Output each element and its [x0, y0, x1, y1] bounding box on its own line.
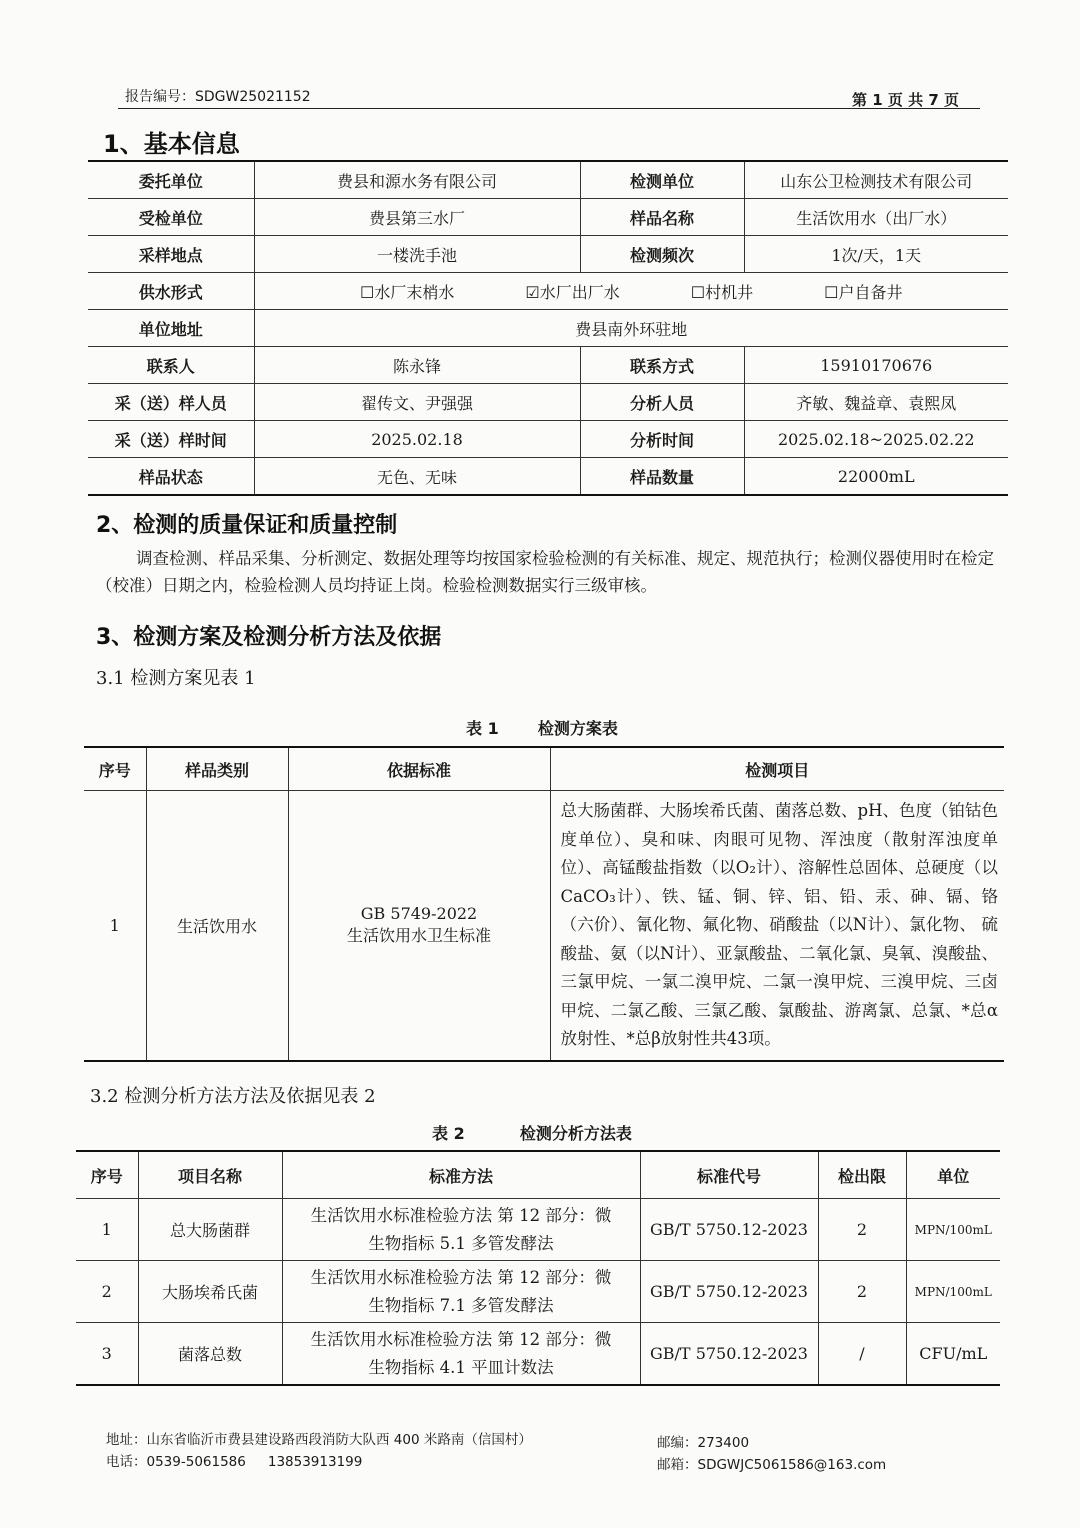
- value-cell: 费县第三水厂: [254, 199, 580, 236]
- value-cell: 1次/天，1天: [744, 236, 1008, 273]
- header-cell: 依据标准: [288, 747, 550, 791]
- label-cell: 联系人: [88, 347, 254, 384]
- unit: MPN/100mL: [906, 1261, 1000, 1323]
- table-row: [88, 458, 1008, 496]
- header-cell: 标准方法: [282, 1151, 640, 1199]
- table-row: [88, 161, 1008, 199]
- header-cell: 检测项目: [550, 747, 1004, 791]
- header-cell: 检出限: [818, 1151, 906, 1199]
- sample-type: 生活饮用水: [146, 791, 288, 1061]
- header-divider: [118, 108, 980, 109]
- table-header-row: [84, 747, 1004, 791]
- method-line: 生物指标 7.1 多管发酵法: [368, 1295, 554, 1315]
- value-cell: 2025.02.18~2025.02.22: [744, 421, 1008, 458]
- address-label: 单位地址: [88, 310, 254, 347]
- table-row: [88, 199, 1008, 236]
- page-indicator: 第 1 页 共 7 页: [852, 91, 959, 109]
- supply-label: 供水形式: [88, 273, 254, 310]
- method-line: 生活饮用水标准检验方法 第 12 部分：微: [310, 1205, 612, 1225]
- subsection-3-2: 3.2 检测分析方法方法及依据见表 2: [90, 1086, 376, 1107]
- label-cell: 检测单位: [580, 161, 744, 199]
- value-cell: 齐敏、魏益章、袁熙凤: [744, 384, 1008, 421]
- standard-name: 生活饮用水卫生标准: [346, 926, 491, 946]
- table-header-row: [76, 1151, 1000, 1199]
- value-cell: 费县和源水务有限公司: [254, 161, 580, 199]
- label-cell: 分析时间: [580, 421, 744, 458]
- table-1-caption: [466, 716, 618, 739]
- footer-email: 邮箱：SDGWJC5061586@163.com: [657, 1457, 887, 1473]
- footer-address: 地址：山东省临沂市费县建设路西段消防大队西 400 米路南（信国村）: [106, 1432, 532, 1448]
- footer-mobile: 13853913199: [267, 1454, 363, 1470]
- method-line: 生活饮用水标准检验方法 第 12 部分：微: [310, 1329, 612, 1349]
- value-cell: 一楼洗手池: [254, 236, 580, 273]
- table-2-title: 检测分析方法表: [519, 1124, 632, 1143]
- test-items: 总大肠菌群、大肠埃希氏菌、菌落总数、pH、色度（铂钴色度单位）、臭和味、肉眼可见物、浑浊度（散射浑浊度单位）、高锰酸盐指数（以O₂计）、溶解性总固体、总硬度（以CaCO₃计）、铁、锰、铜、锌、铝、铅、汞、砷、镉、铬（六价）、氰化物、氟化物、硝酸盐（以N计）、氯化物、 硫酸盐、氨（以N计）、亚氯酸盐、二氧化氯、臭氧、溴酸盐、三氯甲烷、一氯二溴甲烷、二氯一溴甲烷、三溴甲烷、三卤甲烷、二氯乙酸、三氯乙酸、氯酸盐、游离氯、总氯、*总α放射性、*总β放射性共43项。: [550, 791, 1004, 1061]
- label-cell: 采（送）样人员: [88, 384, 254, 421]
- table-row: [76, 1199, 1000, 1261]
- value-cell: 山东公卫检测技术有限公司: [744, 161, 1008, 199]
- table-2-caption: [432, 1121, 632, 1144]
- table-row: [88, 347, 1008, 384]
- standard-cell: [288, 791, 550, 1061]
- value-cell: 无色、无味: [254, 458, 580, 496]
- table-1-title: 检测方案表: [537, 719, 618, 738]
- item-name: 大肠埃希氏菌: [138, 1261, 282, 1323]
- method-line: 生物指标 4.1 平皿计数法: [368, 1357, 554, 1377]
- label-cell: 样品名称: [580, 199, 744, 236]
- header-cell: 序号: [84, 747, 146, 791]
- table-row: [76, 1323, 1000, 1386]
- standard-code: GB/T 5750.12-2023: [640, 1323, 818, 1386]
- value-cell: 翟传文、尹强强: [254, 384, 580, 421]
- supply-option-household-well: ☐户自备井: [824, 282, 903, 302]
- label-cell: 采样地点: [88, 236, 254, 273]
- test-plan-table: [84, 746, 1004, 1062]
- table-row: [88, 273, 1008, 310]
- table-row: [88, 236, 1008, 273]
- detection-limit: 2: [818, 1261, 906, 1323]
- supply-option-village-well: ☐村机井: [690, 282, 754, 302]
- value-cell: 生活饮用水（出厂水）: [744, 199, 1008, 236]
- row-number: 2: [76, 1261, 138, 1323]
- footer-tel: 电话：0539-5061586: [106, 1454, 246, 1470]
- value-cell: 2025.02.18: [254, 421, 580, 458]
- section-1-title: 1、基本信息: [103, 130, 240, 158]
- label-cell: 样品数量: [580, 458, 744, 496]
- standard-code: GB/T 5750.12-2023: [640, 1261, 818, 1323]
- value-cell: 陈永锋: [254, 347, 580, 384]
- supply-option-terminal: ☐水厂末梢水: [360, 282, 455, 302]
- quality-control-paragraph: 调查检测、样品采集、分析测定、数据处理等均按国家检验检测的有关标准、规定、规范执行；检测仪器使用时在检定（校准）日期之内，检验检测人员均持证上岗。检验检测数据实行三级审核。: [96, 549, 994, 595]
- method-cell: [282, 1323, 640, 1386]
- header-cell: 项目名称: [138, 1151, 282, 1199]
- method-line: 生物指标 5.1 多管发酵法: [368, 1233, 554, 1253]
- item-name: 总大肠菌群: [138, 1199, 282, 1261]
- unit: CFU/mL: [906, 1323, 1000, 1386]
- method-cell: [282, 1199, 640, 1261]
- table-row: [88, 384, 1008, 421]
- method-line: 生活饮用水标准检验方法 第 12 部分：微: [310, 1267, 612, 1287]
- table-row: [88, 421, 1008, 458]
- address-value: 费县南外环驻地: [254, 310, 1008, 347]
- value-cell: 15910170676: [744, 347, 1008, 384]
- table-2-number: 表 2: [432, 1124, 465, 1143]
- label-cell: 分析人员: [580, 384, 744, 421]
- standard-code: GB/T 5750.12-2023: [640, 1199, 818, 1261]
- section-2-title: 2、检测的质量保证和质量控制: [96, 513, 398, 538]
- table-row: [76, 1261, 1000, 1323]
- supply-option-factory: ☑水厂出厂水: [525, 282, 620, 302]
- subsection-3-1: 3.1 检测方案见表 1: [96, 668, 256, 689]
- table-1-number: 表 1: [466, 719, 499, 738]
- detection-limit: 2: [818, 1199, 906, 1261]
- standard-code: GB 5749-2022: [360, 904, 478, 924]
- footer-phone: [106, 1450, 362, 1470]
- label-cell: 联系方式: [580, 347, 744, 384]
- supply-options: [254, 273, 1008, 310]
- header-cell: 样品类别: [146, 747, 288, 791]
- report-number: 报告编号：SDGW25021152: [125, 89, 311, 105]
- value-cell: 22000mL: [744, 458, 1008, 496]
- row-number: 1: [84, 791, 146, 1061]
- label-cell: 采（送）样时间: [88, 421, 254, 458]
- detection-limit: /: [818, 1323, 906, 1386]
- header-cell: 序号: [76, 1151, 138, 1199]
- label-cell: 检测频次: [580, 236, 744, 273]
- row-number: 1: [76, 1199, 138, 1261]
- unit: MPN/100mL: [906, 1199, 1000, 1261]
- method-cell: [282, 1261, 640, 1323]
- table-row: [84, 791, 1004, 1061]
- header-cell: 单位: [906, 1151, 1000, 1199]
- table-row: [88, 310, 1008, 347]
- item-name: 菌落总数: [138, 1323, 282, 1386]
- label-cell: 委托单位: [88, 161, 254, 199]
- header-cell: 标准代号: [640, 1151, 818, 1199]
- footer-zip: 邮编：273400: [657, 1435, 750, 1451]
- analysis-method-table: [76, 1150, 1000, 1386]
- section-3-title: 3、检测方案及检测分析方法及依据: [96, 625, 442, 650]
- basic-info-table: [88, 160, 1008, 496]
- label-cell: 样品状态: [88, 458, 254, 496]
- label-cell: 受检单位: [88, 199, 254, 236]
- row-number: 3: [76, 1323, 138, 1386]
